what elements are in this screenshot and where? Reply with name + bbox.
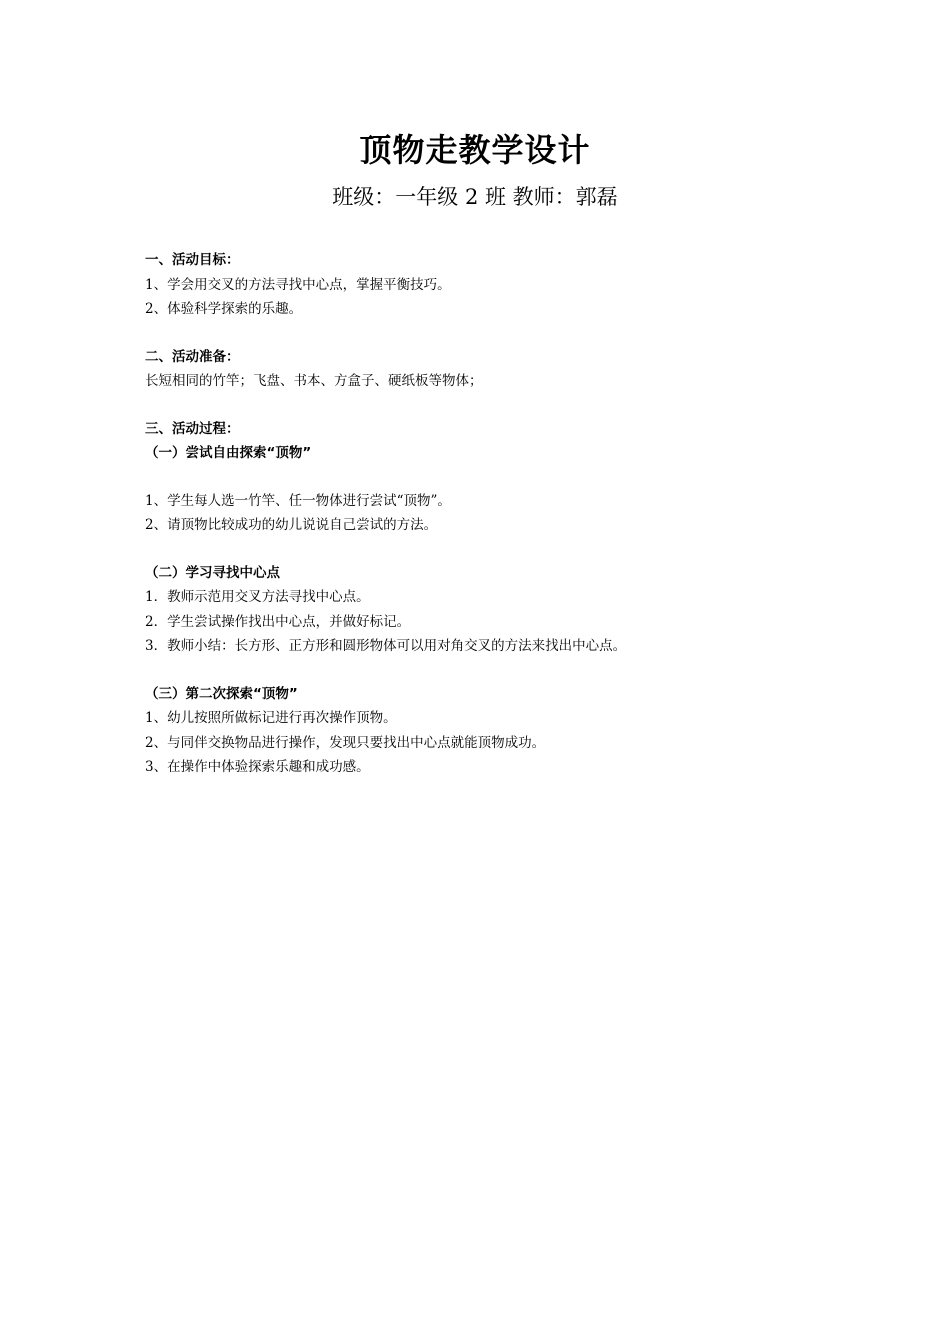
list-item: 2．学生尝试操作找出中心点，并做好标记。 — [145, 613, 411, 630]
subsection-heading-part3: （三）第二次探索“顶物” — [145, 685, 298, 702]
list-item: 3．教师小结：长方形、正方形和圆形物体可以用对角交叉的方法来找出中心点。 — [145, 638, 627, 654]
document-subtitle: 班级：一年级 2 班 教师：郭磊 — [332, 185, 618, 209]
document-title: 顶物走教学设计 — [359, 131, 591, 169]
list-item: 3、在操作中体验探索乐趣和成功感。 — [145, 759, 370, 775]
section-heading-goals: 一、活动目标： — [145, 252, 240, 268]
list-item: 2、体验科学探索的乐趣。 — [145, 301, 303, 317]
list-item: 1、学会用交叉的方法寻找中心点，掌握平衡技巧。 — [145, 276, 451, 293]
subsection-heading-part1: （一）尝试自由探索“顶物” — [145, 445, 312, 461]
section-heading-preparation: 二、活动准备： — [145, 348, 240, 365]
list-item: 1、幼儿按照所做标记进行再次操作顶物。 — [145, 710, 397, 726]
preparation-text: 长短相同的竹竿；飞盘、书本、方盒子、硬纸板等物体； — [145, 373, 483, 389]
list-item: 2、与同伴交换物品进行操作，发现只要找出中心点就能顶物成功。 — [145, 734, 546, 751]
list-item: 1．教师示范用交叉方法寻找中心点。 — [145, 589, 370, 605]
subsection-heading-part2: （二）学习寻找中心点 — [145, 564, 280, 581]
section-heading-process: 三、活动过程： — [145, 420, 240, 437]
list-item: 2、请顶物比较成功的幼儿说说自己尝试的方法。 — [145, 517, 438, 533]
list-item: 1、学生每人选一竹竿、任一物体进行尝试“顶物”。 — [145, 492, 451, 509]
document-body — [145, 248, 845, 780]
